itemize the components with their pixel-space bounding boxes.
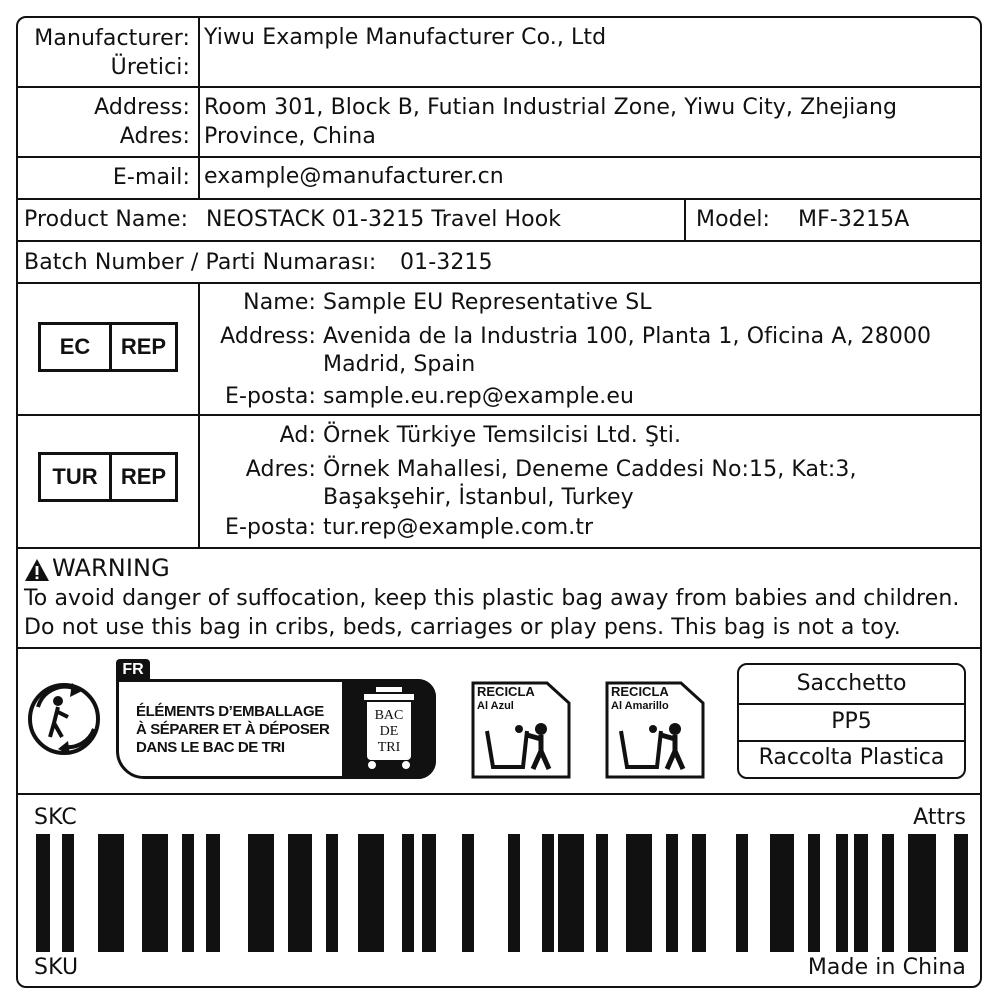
ec-rep-address-line-2: Madrid, Spain	[323, 352, 476, 377]
barcode-bar	[596, 834, 608, 952]
tur-rep-name-value: Örnek Türkiye Temsilcisi Ltd. Şti.	[323, 423, 682, 448]
italy-line-1: Sacchetto	[796, 671, 907, 696]
barcode-bar	[98, 834, 124, 952]
manufacturer-label-tr: Üretici:	[110, 55, 190, 80]
product-row	[18, 200, 980, 242]
ec-rep-name-label: Name:	[243, 290, 316, 315]
barcode-bar	[666, 834, 678, 952]
barcode-bar	[462, 834, 474, 952]
italy-line-3: Raccolta Plastica	[758, 745, 945, 770]
email-row	[18, 158, 980, 200]
manufacturer-row	[18, 18, 980, 88]
ec-rep-address-label: Address:	[220, 324, 316, 349]
ec-rep-email-value: sample.eu.rep@example.eu	[323, 384, 635, 409]
barcode-bar	[422, 834, 436, 952]
barcode-bar	[288, 834, 312, 952]
ec-rep-address-line-1: Avenida de la Industria 100, Planta 1, Oficina A, 28000	[323, 324, 932, 349]
tur-rep-symbol	[38, 452, 178, 502]
product-name-label: Product Name:	[24, 207, 189, 232]
barcode-bar	[402, 834, 414, 952]
batch-value: 01-3215	[400, 250, 493, 275]
barcode-bar	[326, 834, 338, 952]
tur-rep-email-label: E-posta:	[224, 515, 316, 540]
barcode-bar	[142, 834, 168, 952]
bin-line-2: DE	[379, 724, 399, 739]
triman-line-2: À SÉPARER ET À DÉPOSER	[136, 721, 330, 738]
barcode-bar	[62, 834, 74, 952]
warning-triangle-icon	[24, 558, 50, 582]
barcode-bar	[908, 834, 936, 952]
ec-rep-row	[18, 284, 980, 416]
manufacturer-value: Yiwu Example Manufacturer Co., Ltd	[204, 25, 607, 50]
recicla-amarillo-symbol	[605, 681, 705, 779]
triman-line-3: DANS LE BAC DE TRI	[136, 739, 285, 756]
footer-bottom-right: Made in China	[807, 955, 966, 980]
barcode-bar	[692, 834, 706, 952]
recicla-azul-symbol	[471, 681, 571, 779]
tur-rep-box-left: TUR	[41, 455, 112, 499]
tur-rep-address-line-1: Örnek Mahallesi, Deneme Caddesi No:15, Kat:3,	[323, 457, 857, 482]
barcode-bar	[836, 834, 848, 952]
batch-label: Batch Number / Parti Numarası:	[24, 250, 377, 275]
ec-rep-box-right: REP	[120, 334, 167, 359]
address-line-1: Room 301, Block B, Futian Industrial Zone, Yiwu City, Zhejiang	[204, 95, 898, 120]
triman-country-tag: FR	[116, 659, 150, 681]
barcode-bar	[508, 834, 520, 952]
barcode-bar	[558, 834, 584, 952]
italy-recycling-box	[737, 663, 966, 779]
address-label-tr: Adres:	[119, 124, 190, 149]
barcode-bar	[248, 834, 274, 952]
bin-line-1: BAC	[374, 708, 404, 723]
barcode-bar	[954, 834, 968, 952]
ec-rep-box-left: EC	[41, 325, 112, 369]
footer-bottom-left: SKU	[34, 955, 79, 980]
email-label: E-mail:	[112, 165, 190, 190]
address-line-2: Province, China	[204, 124, 376, 149]
bac-de-tri-bin-icon	[362, 687, 416, 769]
barcode-bar	[736, 834, 748, 952]
batch-row	[18, 242, 980, 284]
barcode-bar	[358, 834, 384, 952]
warning-line-2: Do not use this bag in cribs, beds, carriages or play pens. This bag is not a toy.	[24, 615, 901, 640]
manufacturer-label-en: Manufacturer:	[34, 26, 190, 51]
triman-line-1: ÉLÉMENTS D’EMBALLAGE	[136, 703, 324, 720]
recicla-amarillo-title: RECICLA	[611, 684, 669, 699]
barcode-bar	[854, 834, 868, 952]
barcode-bar	[206, 834, 220, 952]
barcode	[36, 834, 968, 952]
recicla-azul-title: RECICLA	[477, 684, 535, 699]
tur-rep-address-line-2: Başakşehir, İstanbul, Turkey	[323, 485, 634, 510]
ec-rep-symbol	[38, 322, 178, 372]
ec-rep-name-value: Sample EU Representative SL	[323, 290, 652, 315]
barcode-bar	[882, 834, 894, 952]
model-value: MF-3215A	[798, 207, 910, 232]
triman-banner	[116, 659, 438, 779]
ec-rep-email-label: E-posta:	[224, 384, 316, 409]
recycle-bin-person-icon	[483, 721, 563, 771]
barcode-bar	[542, 834, 554, 952]
recycle-bin-person-icon	[617, 721, 697, 771]
model-label: Model:	[696, 207, 771, 232]
warning-row	[18, 549, 980, 649]
barcode-bar	[182, 834, 194, 952]
warning-title: WARNING	[52, 554, 170, 582]
tur-rep-name-label: Ad:	[279, 423, 316, 448]
product-name-value: NEOSTACK 01-3215 Travel Hook	[206, 207, 562, 232]
recicla-azul-sub: Al Azul	[477, 700, 514, 712]
email-value: example@manufacturer.cn	[204, 164, 504, 189]
bin-line-3: TRI	[377, 740, 401, 755]
italy-line-2: PP5	[831, 709, 872, 734]
triman-icon	[24, 679, 104, 759]
recicla-amarillo-sub: Al Amarillo	[611, 700, 669, 712]
product-label	[16, 16, 982, 988]
barcode-bar	[36, 834, 50, 952]
address-label-en: Address:	[94, 95, 190, 120]
tur-rep-box-right: REP	[120, 464, 167, 489]
warning-line-1: To avoid danger of suffocation, keep this plastic bag away from babies and children.	[24, 586, 960, 611]
footer-top-left: SKC	[34, 805, 77, 830]
footer-top-right: Attrs	[913, 805, 966, 830]
tur-rep-address-label: Adres:	[245, 457, 316, 482]
barcode-bar	[770, 834, 794, 952]
barcode-bar	[626, 834, 652, 952]
barcode-bar	[808, 834, 820, 952]
address-row	[18, 88, 980, 158]
tur-rep-email-value: tur.rep@example.com.tr	[323, 515, 594, 540]
recycling-row	[18, 649, 980, 795]
tur-rep-row	[18, 416, 980, 549]
